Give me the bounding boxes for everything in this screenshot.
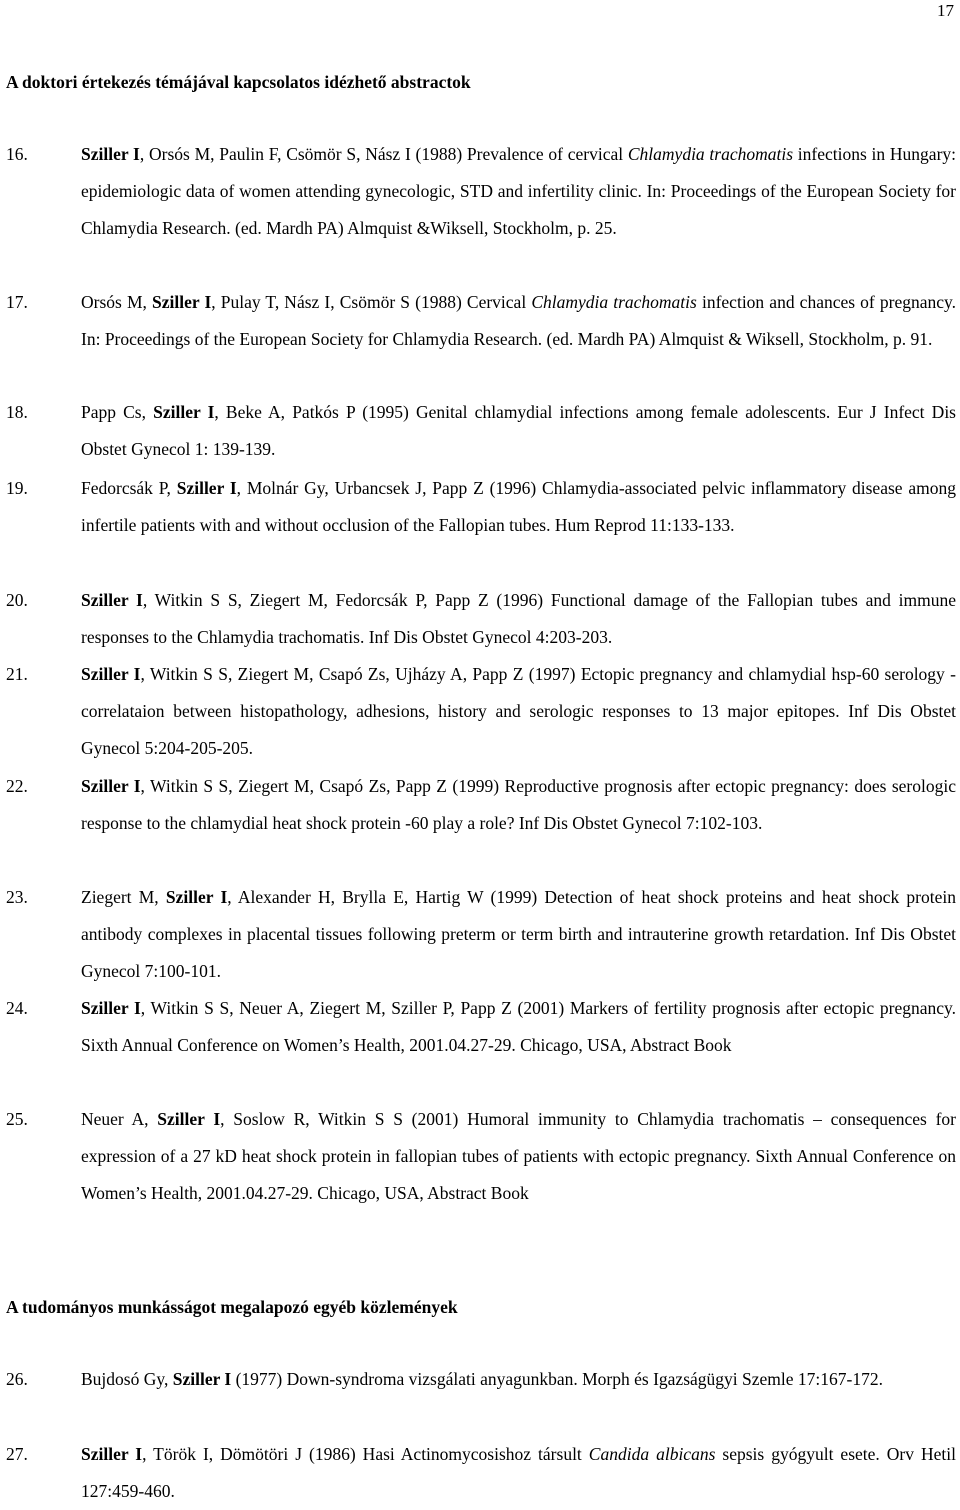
author-highlight: Sziller I — [81, 776, 141, 796]
reference-text — [81, 394, 956, 468]
reference-text — [81, 656, 956, 767]
author-highlight: Sziller I — [172, 1369, 232, 1389]
section-heading-abstracts: A doktori értekezés témájával kapcsolatos idézhető abstractok — [6, 72, 471, 92]
reference-segment: , Pulay T, Nász I, Csömör S (1988) Cervical — [211, 292, 532, 312]
species-name: Chlamydia trachomatis — [627, 144, 794, 164]
author-highlight: Sziller I — [81, 1444, 143, 1464]
reference-segment: Bujdosó Gy, — [81, 1369, 173, 1389]
reference-segment: , Witkin S S, Neuer A, Ziegert M, Sziller P, Papp Z (2001) Markers of fertility prognosis after ectopic pregnancy. Sixth Annual Conference on Women’s Health, 2001.04.27-29. Chicago, USA, Abstract Book — [81, 998, 956, 1055]
reference-number: 16. — [6, 144, 28, 164]
reference-number: 23. — [6, 887, 28, 907]
author-highlight: Sziller I — [176, 478, 237, 498]
reference-segment: sepsis gyógyult esete. Orv Hetil 127:459-460. — [81, 1444, 956, 1501]
reference-segment: Ziegert M, — [81, 887, 166, 907]
reference-text — [81, 1361, 956, 1398]
reference-segment: , Alexander H, Brylla E, Hartig W (1999) Detection of heat shock proteins and heat shock protein antibody complexes in placental tissues following preterm or term birth and intrauterine growth retardation. Inf Dis Obstet Gynecol 7:100-101. — [81, 887, 956, 981]
author-highlight: Sziller I — [157, 1109, 221, 1129]
reference-number: 27. — [6, 1444, 28, 1464]
reference-number: 19. — [6, 478, 28, 498]
reference-text — [81, 879, 956, 990]
reference-item — [6, 768, 956, 842]
reference-number: 18. — [6, 402, 28, 422]
reference-item — [6, 1101, 956, 1212]
reference-number: 26. — [6, 1369, 28, 1389]
reference-number: 22. — [6, 776, 28, 796]
author-highlight: Sziller I — [152, 292, 212, 312]
reference-text — [81, 1436, 956, 1510]
reference-item — [6, 470, 956, 544]
reference-text — [81, 284, 956, 358]
reference-item — [6, 879, 956, 990]
reference-number: 24. — [6, 998, 28, 1018]
reference-text — [81, 768, 956, 842]
reference-number: 25. — [6, 1109, 28, 1129]
reference-segment: , Török I, Dömötöri J (1986) Hasi Actinomycosishoz társult — [142, 1444, 589, 1464]
reference-segment: Orsós M, — [81, 292, 153, 312]
reference-item — [6, 136, 956, 247]
species-name: Candida albicans — [588, 1444, 716, 1464]
reference-segment: infections in Hungary: epidemiologic data of women attending gynecologic, STD and infertility clinic. In: Proceedings of the European Society for Chlamydia Research. (ed. Mardh PA) Almquist &Wiksell, Stockholm, p. 25. — [81, 144, 957, 238]
reference-segment: infection and chances of pregnancy. In: Proceedings of the European Society for Chlamydia Research. (ed. Mardh PA) Almquist & Wiksell, Stockholm, p. 91. — [81, 292, 956, 349]
reference-item — [6, 990, 956, 1064]
author-highlight: Sziller I — [81, 664, 141, 684]
reference-segment: , Witkin S S, Ziegert M, Csapó Zs, Ujházy A, Papp Z (1997) Ectopic pregnancy and chlamydial hsp-60 serology - correlataion between histopathology, adhesions, history and serologic responses to 13 major epitopes. Inf Dis Obstet Gynecol 5:204-205-205. — [81, 664, 956, 758]
reference-item — [6, 1436, 956, 1510]
reference-text — [81, 582, 956, 656]
species-name: Chlamydia trachomatis — [531, 292, 697, 312]
section-heading-other-publications: A tudományos munkásságot megalapozó egyéb közlemények — [6, 1297, 458, 1317]
reference-item — [6, 284, 956, 358]
reference-segment: , Beke A, Patkós P (1995) Genital chlamydial infections among female adolescents. Eur J Infect Dis Obstet Gynecol 1: 139-139. — [81, 402, 956, 459]
reference-segment: , Orsós M, Paulin F, Csömör S, Nász I (1988) Prevalence of cervical — [139, 144, 628, 164]
reference-number: 20. — [6, 590, 28, 610]
page-number: 17 — [937, 1, 954, 20]
reference-segment: , Soslow R, Witkin S S (2001) Humoral immunity to Chlamydia trachomatis – consequences for expression of a 27 kD heat shock protein in fallopian tubes of patients with ectopic pregnancy. Sixth Annual Conference on Women’s Health, 2001.04.27-29. Chicago, USA, Abstract Book — [81, 1109, 956, 1203]
reference-item — [6, 582, 956, 656]
reference-segment: Papp Cs, — [81, 402, 154, 422]
reference-segment: (1977) Down-syndroma vizsgálati anyagunkban. Morph és Igazságügyi Szemle 17:167-172. — [231, 1369, 883, 1389]
reference-segment: Neuer A, — [81, 1109, 158, 1129]
reference-text — [81, 470, 956, 544]
reference-segment: , Witkin S S, Ziegert M, Fedorcsák P, Papp Z (1996) Functional damage of the Fallopian tubes and immune responses to the Chlamydia trachomatis. Inf Dis Obstet Gynecol 4:203-203. — [81, 590, 956, 647]
reference-segment: , Witkin S S, Ziegert M, Csapó Zs, Papp Z (1999) Reproductive prognosis after ectopic pregnancy: does serologic response to the chlamydial heat shock protein -60 play a role? Inf Dis Obstet Gynecol 7:102-103. — [81, 776, 956, 833]
reference-text — [81, 136, 956, 247]
reference-item — [6, 1361, 956, 1398]
author-highlight: Sziller I — [81, 590, 143, 610]
author-highlight: Sziller I — [153, 402, 215, 422]
reference-segment: Fedorcsák P, — [81, 478, 177, 498]
reference-segment: , Molnár Gy, Urbancsek J, Papp Z (1996) Chlamydia-associated pelvic inflammatory disease among infertile patients with and without occlusion of the Fallopian tubes. Hum Reprod 11:133-133. — [81, 478, 956, 535]
author-highlight: Sziller I — [81, 998, 141, 1018]
reference-number: 21. — [6, 664, 28, 684]
author-highlight: Sziller I — [165, 887, 228, 907]
reference-text — [81, 990, 956, 1064]
author-highlight: Sziller I — [81, 144, 140, 164]
reference-item — [6, 394, 956, 468]
reference-item — [6, 656, 956, 767]
reference-number: 17. — [6, 292, 28, 312]
reference-text — [81, 1101, 956, 1212]
